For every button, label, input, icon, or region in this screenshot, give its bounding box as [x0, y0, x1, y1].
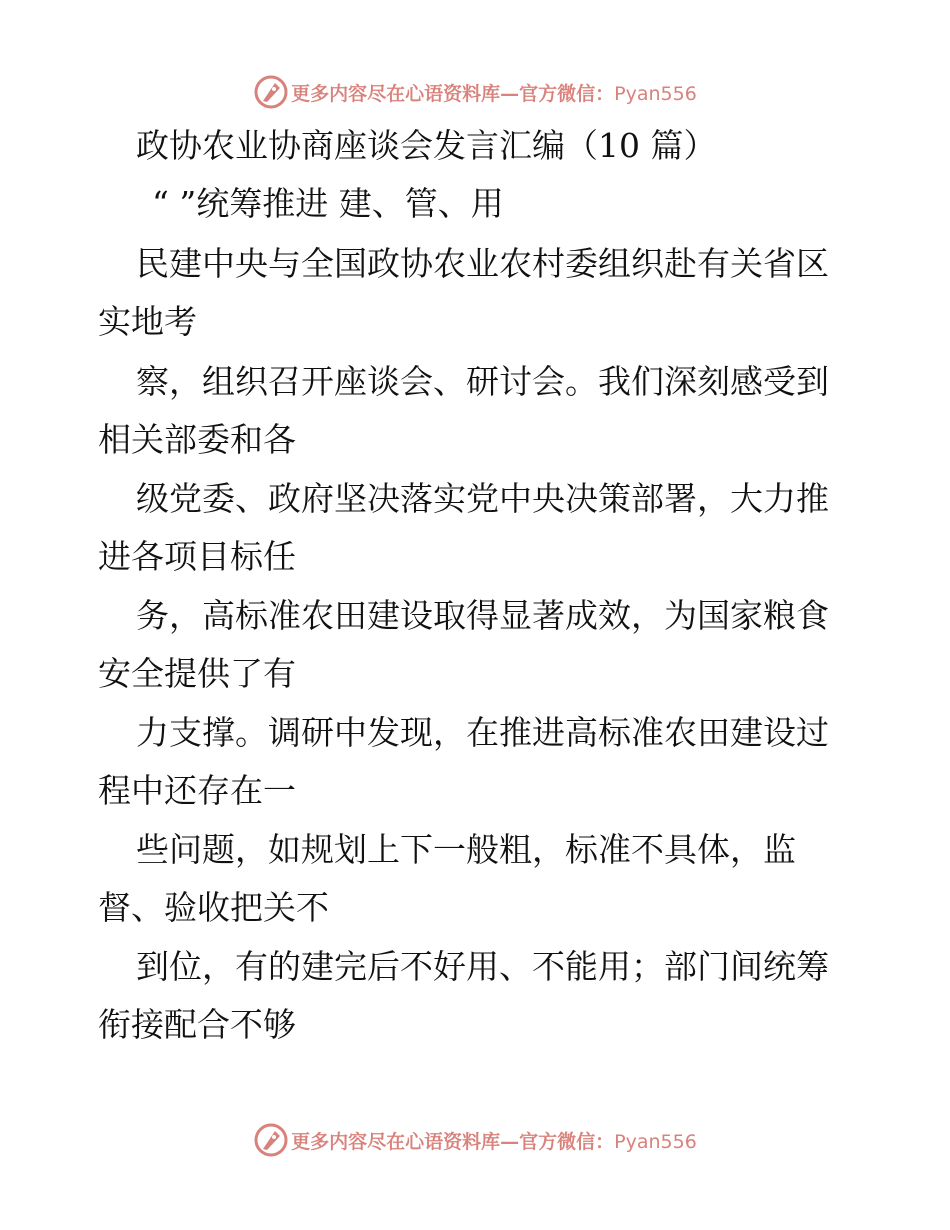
paragraph-line: 衔接配合不够 [98, 1005, 296, 1044]
footer-watermark [0, 1120, 950, 1160]
paragraph-line: 级党委、政府坚决落实党中央决策部署，大力推 [136, 479, 829, 518]
document-subtitle: “ ”统筹推进 建、管、用 [152, 184, 504, 223]
pen-nib-logo-icon [253, 1122, 289, 1158]
paragraph-line: 进各项目标任 [98, 537, 296, 576]
paragraph-line: 务，高标准农田建设取得显著成效，为国家粮食 [136, 596, 829, 635]
watermark-text: 更多内容尽在心语资料库—官方微信：Pyan556 [291, 82, 697, 105]
watermark-text: 更多内容尽在心语资料库—官方微信：Pyan556 [291, 1130, 697, 1153]
paragraph-line: 到位，有的建完后不好用、不能用；部门间统筹 [136, 947, 829, 986]
paragraph-line: 民建中央与全国政协农业农村委组织赴有关省区 [136, 244, 829, 283]
paragraph-line: 些问题，如规划上下一般粗，标准不具体，监 [136, 830, 796, 869]
paragraph-line: 相关部委和各 [98, 420, 296, 459]
pen-nib-logo-icon [253, 74, 289, 110]
paragraph-line: 程中还存在一 [98, 771, 296, 810]
paragraph-line: 力支撑。调研中发现，在推进高标准农田建设过 [136, 713, 829, 752]
paragraph-line: 实地考 [98, 302, 197, 341]
document-title: 政协农业协商座谈会发言汇编（10 篇） [136, 126, 717, 165]
paragraph-line: 督、验收把关不 [98, 888, 329, 927]
header-watermark [0, 72, 950, 112]
paragraph-line: 察，组织召开座谈会、研讨会。我们深刻感受到 [136, 362, 829, 401]
paragraph-line: 安全提供了有 [98, 654, 296, 693]
